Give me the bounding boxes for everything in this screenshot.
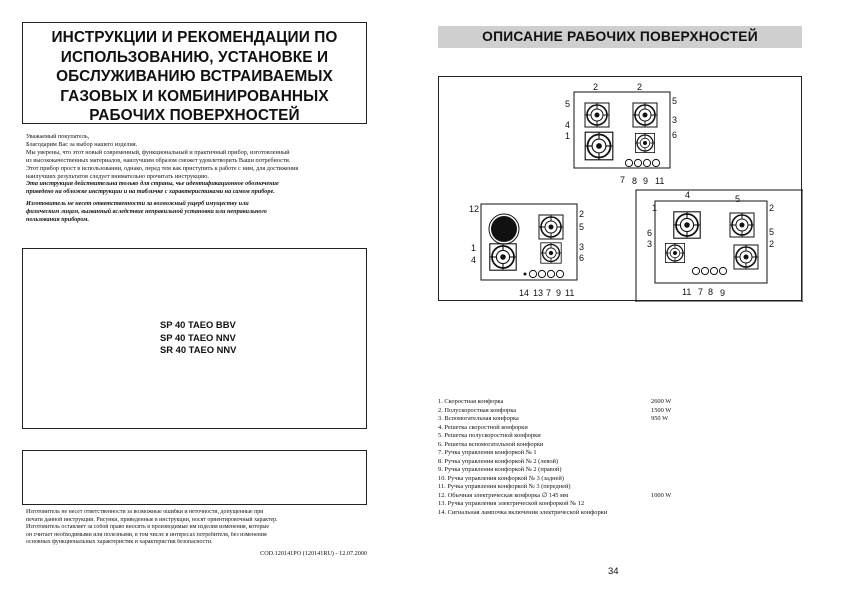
diagram-label: 3 (579, 242, 585, 252)
burner-semi-rapid (585, 103, 609, 127)
diagram-label: 1 (471, 243, 477, 253)
diagram-label: 13 (533, 288, 544, 298)
model-item: SP 40 TAEO BBV (160, 319, 236, 330)
intro-text (26, 133, 366, 224)
legend-power: 1000 W (651, 491, 672, 499)
hob-diagram-svg (439, 77, 803, 302)
intro-line: Благодарим Вас за выбор нашего изделия. (26, 140, 138, 148)
diagram-label: 7 (698, 287, 704, 297)
legend-text: 14. Сигнальная лампочка включения электрической конфорки (438, 508, 608, 516)
legend-item (438, 441, 738, 450)
burner-auxiliary (635, 133, 654, 152)
legend-text: 2. Полускоростная конфорка (438, 406, 517, 414)
title-line: ГАЗОВЫХ И КОМБИНИРОВАННЫХ (60, 87, 329, 105)
legend-item (438, 483, 738, 492)
italic-note-line: Изготовитель не несет ответственности за возможный ущерб имуществу или (26, 200, 249, 208)
italic-note-line: физическим лицам, вызванный вследствие неправильной установки или неправильного (26, 208, 267, 216)
diagram-label: 2 (637, 82, 643, 92)
intro-line: из высококачественных материалов, наилучшим образом сможет удовлетворить Ваши потребности. (26, 156, 291, 164)
italic-note-line: приведено на обложке инструкции и на табличке с характеристиками на самом приборе. (26, 188, 275, 196)
control-knob (710, 267, 717, 274)
disclaimer-line: Изготовитель не несет ответственности за возможные ошибки и неточности, допущенные при (26, 509, 264, 515)
hob-right (636, 190, 803, 302)
diagram-label: 6 (647, 228, 653, 238)
disclaimer-line: основных функциональных характеристик и характеристик безопасности. (26, 539, 213, 546)
legend-text: 9. Ручка управления конфоркой № 2 (правой) (438, 466, 562, 473)
legend-text: 5. Решетка полускоростной конфорки (438, 432, 541, 439)
control-knob (701, 267, 708, 274)
diagram-label: 6 (672, 130, 678, 140)
legend-item (438, 509, 738, 518)
diagram-label: 9 (556, 288, 562, 298)
diagram-label: 2 (769, 203, 775, 213)
diagram-label: 4 (685, 190, 691, 200)
italic-note-line: пользования прибором. (26, 216, 90, 224)
disclaimer-line: печати данной инструкции. Рисунки, приведенные в инструкции, носят ориентировочный характер. (26, 516, 278, 523)
legend-text: 3. Вспомогательная конфорка (438, 415, 519, 422)
legend-power: 950 W (651, 415, 669, 422)
diagram-label: 11 (565, 288, 575, 298)
burner-rapid (585, 132, 613, 160)
diagram-label: 11 (655, 176, 665, 186)
legend-item (438, 432, 738, 441)
burner-semi-rapid (539, 215, 563, 239)
diagram-label: 5 (579, 222, 585, 232)
control-knob (634, 159, 641, 166)
title-line: ИНСТРУКЦИИ И РЕКОМЕНДАЦИИ ПО (51, 29, 338, 46)
burner-auxiliary (665, 243, 684, 262)
blank-box (22, 450, 367, 505)
diagram-label: 5 (672, 96, 678, 106)
diagram-label: 4 (565, 120, 571, 130)
diagram-label: 9 (643, 176, 649, 186)
disclaimer-line: он считает необходимыми или полезными, в том числе в интересах потребителя, без изменения (26, 531, 267, 538)
legend-text: 4. Решетка скоростной конфорки (438, 423, 528, 431)
control-knob (692, 267, 699, 274)
title-box (22, 22, 367, 124)
control-knob (529, 270, 536, 277)
burner-semi-rapid (730, 213, 754, 237)
burner-auxiliary (541, 243, 561, 263)
legend-text: 6. Решетка вспомогательной конфорки (438, 440, 544, 448)
control-knob (547, 270, 554, 277)
diagram-label: 6 (579, 253, 585, 263)
intro-line: Уважаемый покупатель, (26, 133, 90, 140)
diagram-label: 2 (769, 239, 775, 249)
legend-item (438, 475, 738, 484)
doc-code: COD.120141PO (120141RU) - 12.07.2000 (260, 550, 367, 557)
right-page-title: ОПИСАНИЕ РАБОЧИХ ПОВЕРХНОСТЕЙ (482, 29, 758, 44)
diagram-label: 1 (565, 131, 571, 141)
control-knob (625, 159, 632, 166)
hob-top (565, 82, 677, 186)
burner-semi-rapid (633, 103, 657, 127)
legend-text: 8. Ручка управления конфоркой № 2 (левой) (438, 457, 559, 465)
main-title (23, 28, 366, 126)
diagram-label: 7 (620, 175, 626, 185)
diagram-label: 14 (519, 288, 530, 298)
intro-line: наилучших результатов следует внимательно прочитать инструкцию. (26, 172, 209, 180)
legend-text: 7. Ручка управления конфоркой № 1 (438, 449, 537, 456)
control-knob (643, 159, 650, 166)
control-knob (652, 159, 659, 166)
legend-item (438, 407, 738, 416)
intro-line: Мы уверены, что этот новый современный, функциональный и практичный прибор, изготовленный (26, 148, 290, 156)
legend-text: 12. Обычная электрическая конфорка ∅ 145 мм (438, 491, 569, 499)
diagram-label: 7 (546, 288, 552, 298)
burner-rapid (490, 244, 516, 270)
legend-item (438, 466, 738, 475)
diagram-label: 5 (565, 99, 571, 109)
title-line: РАБОЧИХ ПОВЕРХНОСТЕЙ (89, 107, 300, 124)
model-item: SR 40 TAEO NNV (160, 344, 237, 355)
diagram-label: 11 (682, 287, 692, 297)
page-number: 34 (608, 566, 619, 577)
control-knob (538, 270, 545, 277)
italic-note-line: Эта инструкция действительна только для страны, чье идентификационное обозначение (26, 180, 279, 188)
diagram-label: 12 (469, 204, 480, 214)
control-knob (719, 267, 726, 274)
model-item: SP 40 TAEO NNV (160, 331, 236, 343)
burner-semi-rapid (734, 245, 758, 269)
legend-text: 11. Ручка управления конфоркой № 3 (передней) (438, 483, 571, 490)
legend-power: 2600 W (651, 398, 672, 405)
diagram-label: 1 (652, 203, 658, 213)
intro-line: Этот прибор прост в использовании, однако, перед тем как приступить к работе с ним, для достижения (26, 164, 299, 172)
legend-text: 10. Ручка управления конфоркой № 3 (задней) (438, 474, 564, 482)
burner-rapid (674, 212, 700, 238)
legend-list (438, 398, 738, 517)
legend-item (438, 458, 738, 467)
legend-power: 1500 W (651, 406, 672, 414)
diagram-label: 2 (593, 82, 599, 92)
legend-item (438, 424, 738, 433)
legend-text: 1. Скоростная конфорка (438, 398, 504, 405)
diagram-label: 8 (632, 176, 638, 186)
legend-item (438, 492, 738, 501)
legend-item (438, 449, 738, 458)
hob-diagrams (438, 76, 802, 301)
legend-item (438, 500, 738, 509)
control-knob (556, 270, 563, 277)
diagram-label: 2 (579, 209, 585, 219)
diagram-label: 5 (769, 227, 775, 237)
diagram-label: 8 (708, 287, 714, 297)
legend-text: 13. Ручка управления электрической конфоркой № 12 (438, 500, 585, 507)
legend-item (438, 398, 738, 407)
legend-item (438, 415, 738, 424)
electric-plate (491, 216, 517, 242)
diagram-label: 4 (471, 255, 477, 265)
title-line: ИСПОЛЬЗОВАНИЮ, УСТАНОВКЕ И (60, 48, 329, 66)
model-list (160, 319, 236, 357)
diagram-label: 9 (720, 288, 726, 298)
hob-left (469, 204, 584, 298)
title-line: ОБСЛУЖИВАНИЮ ВСТРАИВАЕМЫХ (56, 68, 333, 85)
diagram-label: 3 (647, 239, 653, 249)
disclaimer (26, 509, 367, 547)
diagram-label: 5 (735, 194, 741, 204)
right-title-bar (438, 26, 802, 48)
disclaimer-line: Изготовитель оставляет за собой право вносить в производимые им изделия изменения, которые (26, 524, 269, 531)
diagram-label: 3 (672, 115, 678, 125)
